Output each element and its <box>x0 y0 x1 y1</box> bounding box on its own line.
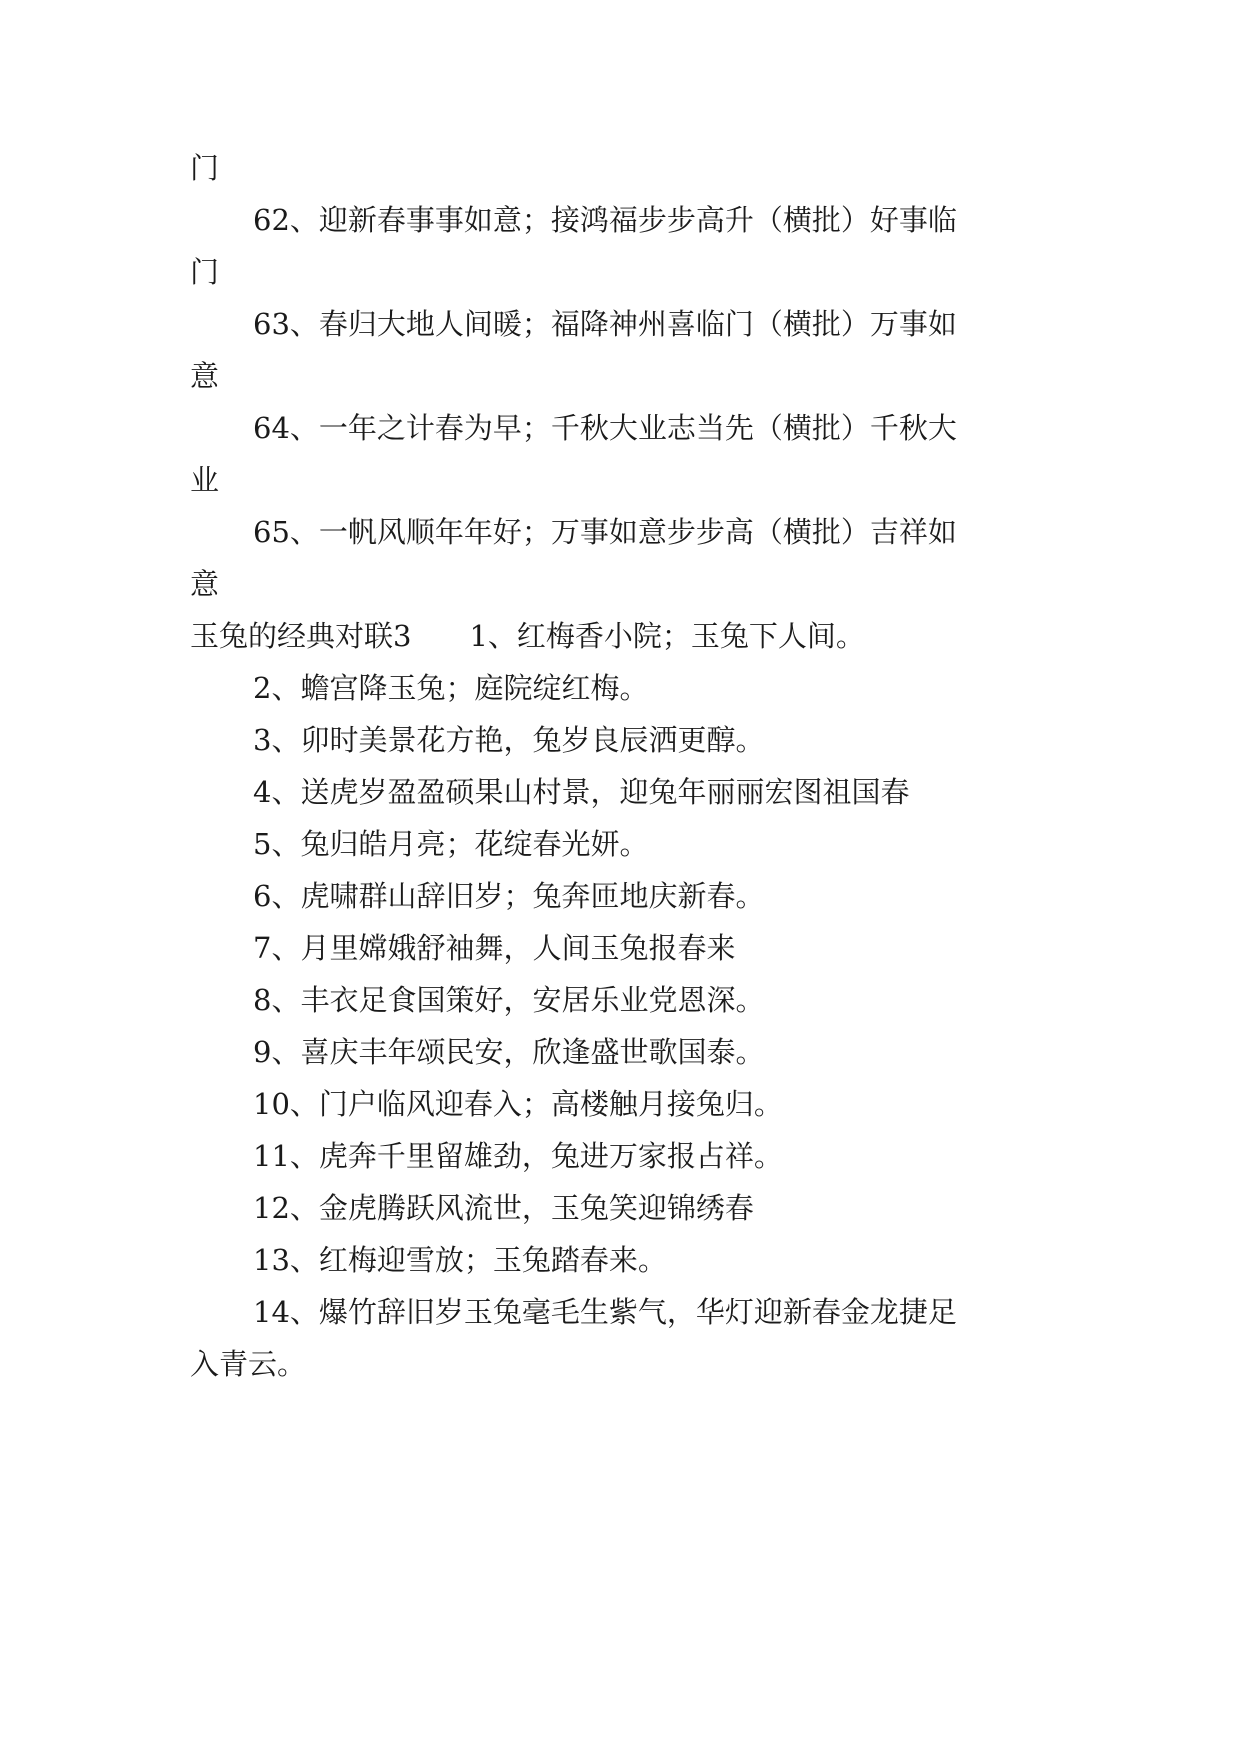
couplet-item-64: 64、一年之计春为早；千秋大业志当先（横批）千秋大 <box>253 411 957 445</box>
couplet-item-62: 62、迎新春事事如意；接鸿福步步高升（横批）好事临 <box>253 203 957 237</box>
couplet-item-65: 65、一帆风顺年年好；万事如意步步高（横批）吉祥如 <box>253 515 957 549</box>
couplet-item-11: 11、虎奔千里留雄劲，兔进万家报占祥。 <box>253 1139 783 1173</box>
couplet-item-8: 8、丰衣足食国策好，安居乐业党恩深。 <box>253 983 765 1017</box>
couplet-item-2: 2、蟾宫降玉兔；庭院绽红梅。 <box>253 671 649 705</box>
couplet-item-3: 3、卯时美景花方艳，兔岁良辰洒更醇。 <box>253 723 765 757</box>
text-line: 入青云。 <box>190 1347 307 1381</box>
text-line: 意 <box>190 567 220 601</box>
section-heading-line <box>190 616 1050 656</box>
couplet-item-14: 14、爆竹辞旧岁玉兔毫毛生紫气，华灯迎新春金龙捷足 <box>253 1295 957 1329</box>
couplet-item-12: 12、金虎腾跃风流世，玉兔笑迎锦绣春 <box>253 1191 754 1225</box>
couplet-item-5: 5、兔归皓月亮；花绽春光妍。 <box>253 827 649 861</box>
couplet-item-63: 63、春归大地人间暖；福降神州喜临门（横批）万事如 <box>253 307 957 341</box>
couplet-item-7: 7、月里嫦娥舒袖舞，人间玉兔报春来 <box>253 931 736 965</box>
text-line: 门 <box>190 151 220 185</box>
couplet-item-4: 4、送虎岁盈盈硕果山村景，迎兔年丽丽宏图祖国春 <box>253 775 910 809</box>
text-line: 业 <box>190 463 220 497</box>
text-line: 意 <box>190 359 220 393</box>
text-line: 门 <box>190 255 220 289</box>
couplet-item-1: 1、红梅香小院；玉兔下人间。 <box>469 619 865 653</box>
couplet-item-6: 6、虎啸群山辞旧岁；兔奔匝地庆新春。 <box>253 879 765 913</box>
couplet-item-9: 9、喜庆丰年颂民安，欣逢盛世歌国泰。 <box>253 1035 765 1069</box>
couplet-item-10: 10、门户临风迎春入；高楼触月接兔归。 <box>253 1087 783 1121</box>
couplet-item-13: 13、红梅迎雪放；玉兔踏春来。 <box>253 1243 667 1277</box>
section-heading: 玉兔的经典对联3 <box>190 619 412 653</box>
